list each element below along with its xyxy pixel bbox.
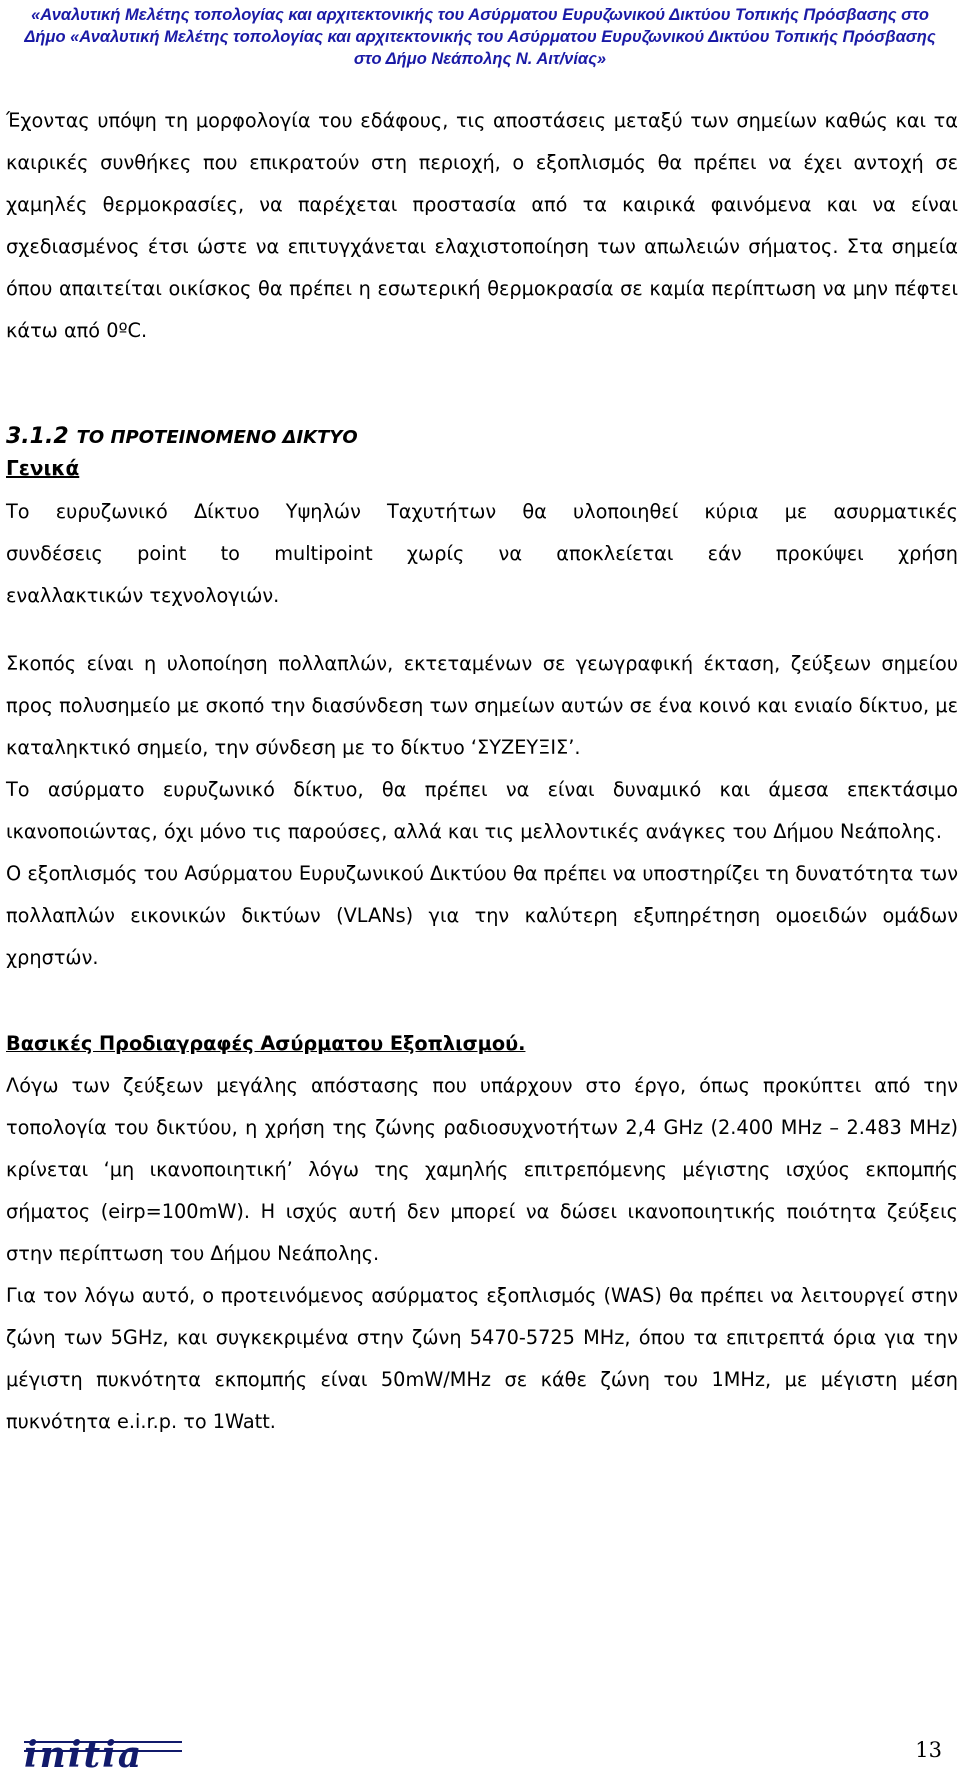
paragraph-network-line-2: συνδέσεις point to multipoint χωρίς να αποκλείεται εάν προκύψει χρήση [6, 542, 958, 565]
document-header [0, 4, 960, 70]
paragraph-frequency-band: Λόγω των ζεύξεων μεγάλης απόστασης που υπάρχουν στο έργο, όπως προκύπτει από την τοπολογία του δικτύου, η χρήση της ζώνης ραδιοσυχνοτήτων 2,4 GHz (2.400 MHz – 2.483 MHz) κρίνεται ‘μη ικανοποιητική’ λόγω της χαμηλής επιτρεπόμενης μέγιστης ισχύος εκπομπής σήματος (eirp=100mW). Η ισχύς αυτή δεν μπορεί να δώσει ικανοποιητικής ποιότητα ζεύξεις στην περίπτωση του Δήμου Νεάπολης. [6, 1074, 958, 1265]
paragraph-network-line-3: εναλλακτικών τεχνολογιών. [6, 584, 280, 607]
heading-wireless-specs: Βασικές Προδιαγραφές Ασύρματου Εξοπλισμού. [6, 1032, 526, 1055]
document-body [6, 100, 958, 1443]
paragraph-purpose: Σκοπός είναι η υλοποίηση πολλαπλών, εκτεταμένων σε γεωγραφική έκταση, ζεύξεων σημείου προς πολυσημείο με σκοπό την διασύνδεση των σημείων αυτών σε ένα κοινό και ενιαίο δίκτυο, με καταληκτικό σημείο, την σύνδεση με το δίκτυο ‘ΣΥΖΕΥΞΙΣ’. [6, 652, 958, 759]
header-line-1: «Αναλυτική Μελέτης τοπολογίας και αρχιτεκτονικής του Ασύρματου Ευρυζωνικού Δικτύου Τοπικής Πρόσβασης στο [31, 6, 929, 24]
initia-logo: initia [24, 1734, 144, 1776]
section-title: ΤΟ ΠΡΟΤΕΙΝΟΜΕΝΟ ΔΙΚΤΥΟ [76, 427, 358, 448]
section-heading [6, 422, 958, 453]
paragraph-expandable: Το ασύρματο ευρυζωνικό δίκτυο, θα πρέπει να είναι δυναμικό και άμεσα επεκτάσιμο ικανοποιώντας, όχι μόνο τις παρούσες, αλλά και τις μελλοντικές ανάγκες του Δήμου Νεάπολης. [6, 778, 958, 843]
subheading-general: Γενικά [6, 456, 80, 480]
paragraph-5ghz: Για τον λόγω αυτό, ο προτεινόμενος ασύρματος εξοπλισμός (WAS) θα πρέπει να λειτουργεί στην ζώνη των 5GHz, και συγκεκριμένα στην ζώνη 5470-5725 MHz, όπου τα επιτρεπτά όρια για την μέγιστη πυκνότητα εκπομπής είναι 50mW/MHz σε κάθε ζώνη του 1MHz, με μέγιστη μέση πυκνότητα e.i.r.p. το 1Watt. [6, 1284, 958, 1433]
section-number: 3.1.2 [6, 424, 69, 449]
page-number: 13 [915, 1738, 942, 1762]
paragraph-equipment-conditions: Έχοντας υπόψη τη μορφολογία του εδάφους, τις αποστάσεις μεταξύ των σημείων καθώς και τα καιρικές συνθήκες που επικρατούν στη περιοχή, ο εξοπλισμός θα πρέπει να έχει αντοχή σε χαμηλές θερμοκρασίες, να παρέχεται προστασία από τα καιρικά φαινόμενα και να είναι σχεδιασμένος έτσι ώστε να επιτυγχάνεται ελαχιστοποίηση των απωλειών σήματος. Στα σημεία όπου απαιτείται οικίσκος θα πρέπει η εσωτερική θερμοκρασία σε καμία περίπτωση να μην πέφτει κάτω από 0ºC. [6, 109, 958, 342]
header-line-2: Δήμο «Αναλυτική Μελέτης τοπολογίας και αρχιτεκτονικής του Ασύρματου Ευρυζωνικού Δικτύου Τοπικής Πρόσβασης [24, 28, 936, 46]
header-line-3: στο Δήμο Νεάπολης Ν. Αιτ/νίας» [353, 50, 607, 68]
paragraph-vlans: Ο εξοπλισμός του Ασύρματου Ευρυζωνικού Δικτύου θα πρέπει να υποστηρίζει τη δυνατότητα των πολλαπλών εικονικών δικτύων (VLANs) για την καλύτερη εξυπηρέτηση ομοειδών ομάδων χρηστών. [6, 862, 958, 969]
paragraph-network-line-1: Το ευρυζωνικό Δίκτυο Υψηλών Ταχυτήτων θα υλοποιηθεί κύρια με ασυρματικές [6, 500, 958, 523]
